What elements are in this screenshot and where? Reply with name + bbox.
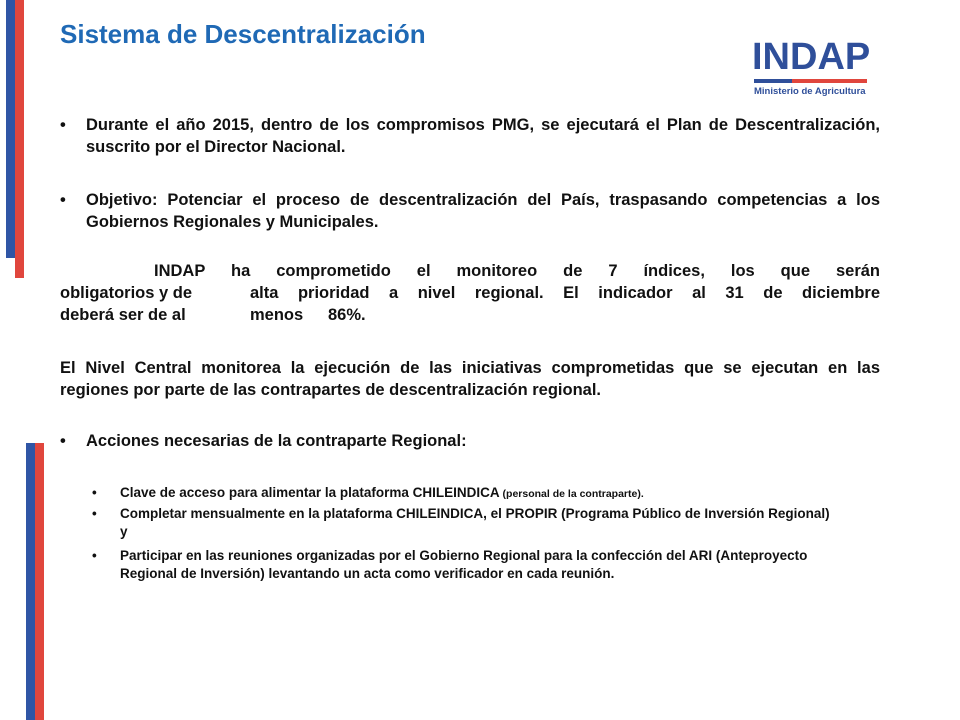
indap-line-3a: deberá ser de al bbox=[60, 306, 186, 324]
decorative-bar-red-bottom bbox=[35, 443, 44, 720]
indap-line-3c: 86%. bbox=[328, 306, 366, 324]
bullet-dot: • bbox=[60, 191, 66, 209]
indap-line-2a: obligatorios y de bbox=[60, 284, 193, 302]
indap-line-2b: alta prioridad a nivel regional. El indicador al 31 de diciembre bbox=[250, 284, 880, 302]
decorative-bar-blue-bottom bbox=[26, 443, 35, 720]
bullet-dot: • bbox=[60, 432, 66, 450]
bullet-text-1: Durante el año 2015, dentro de los compromisos PMG, se ejecutará el Plan de Descentralización, suscrito por el Director Nacional. bbox=[86, 116, 880, 156]
action-text-1: Clave de acceso para alimentar la plataforma CHILEINDICA (personal de la contraparte). bbox=[120, 485, 644, 500]
bullet-dot: • bbox=[92, 485, 97, 500]
indap-logo bbox=[752, 38, 872, 100]
action-text-3: Participar en las reuniones organizadas por el Gobierno Regional para la confección del ARI (Anteproyecto Regional de Inversión) levantando un acta como verificador en cada reunión. bbox=[120, 548, 808, 581]
action-note-1: (personal de la contraparte). bbox=[499, 488, 644, 500]
logo-name: INDAP bbox=[752, 36, 871, 78]
bullet-dot: • bbox=[92, 548, 97, 563]
bullet-dot: • bbox=[60, 116, 66, 134]
slide-title: Sistema de Descentralización bbox=[60, 19, 426, 49]
central-paragraph: El Nivel Central monitorea la ejecución de las iniciativas comprometidas que se ejecutan en las regiones por parte de las contrapartes de descentralización regional. bbox=[60, 359, 880, 399]
bullet-dot: • bbox=[92, 506, 97, 521]
decorative-bar-blue-top bbox=[6, 0, 15, 258]
bullet-text-2: Objetivo: Potenciar el proceso de descentralización del País, traspasando competencias a los Gobiernos Regionales y Municipales. bbox=[86, 191, 880, 231]
action-text-2: Completar mensualmente en la plataforma CHILEINDICA, el PROPIR (Programa Público de Inversión Regional) y bbox=[120, 506, 830, 539]
indap-line-1: INDAP ha comprometido el monitoreo de 7 índices, los que serán bbox=[154, 262, 880, 280]
decorative-bar-red-top bbox=[15, 0, 24, 278]
logo-stripe bbox=[754, 79, 867, 83]
logo-subtitle: Ministerio de Agricultura bbox=[754, 86, 866, 97]
indap-line-3b: menos bbox=[250, 306, 304, 324]
indap-paragraph bbox=[60, 260, 880, 330]
actions-heading: Acciones necesarias de la contraparte Regional: bbox=[86, 432, 467, 450]
